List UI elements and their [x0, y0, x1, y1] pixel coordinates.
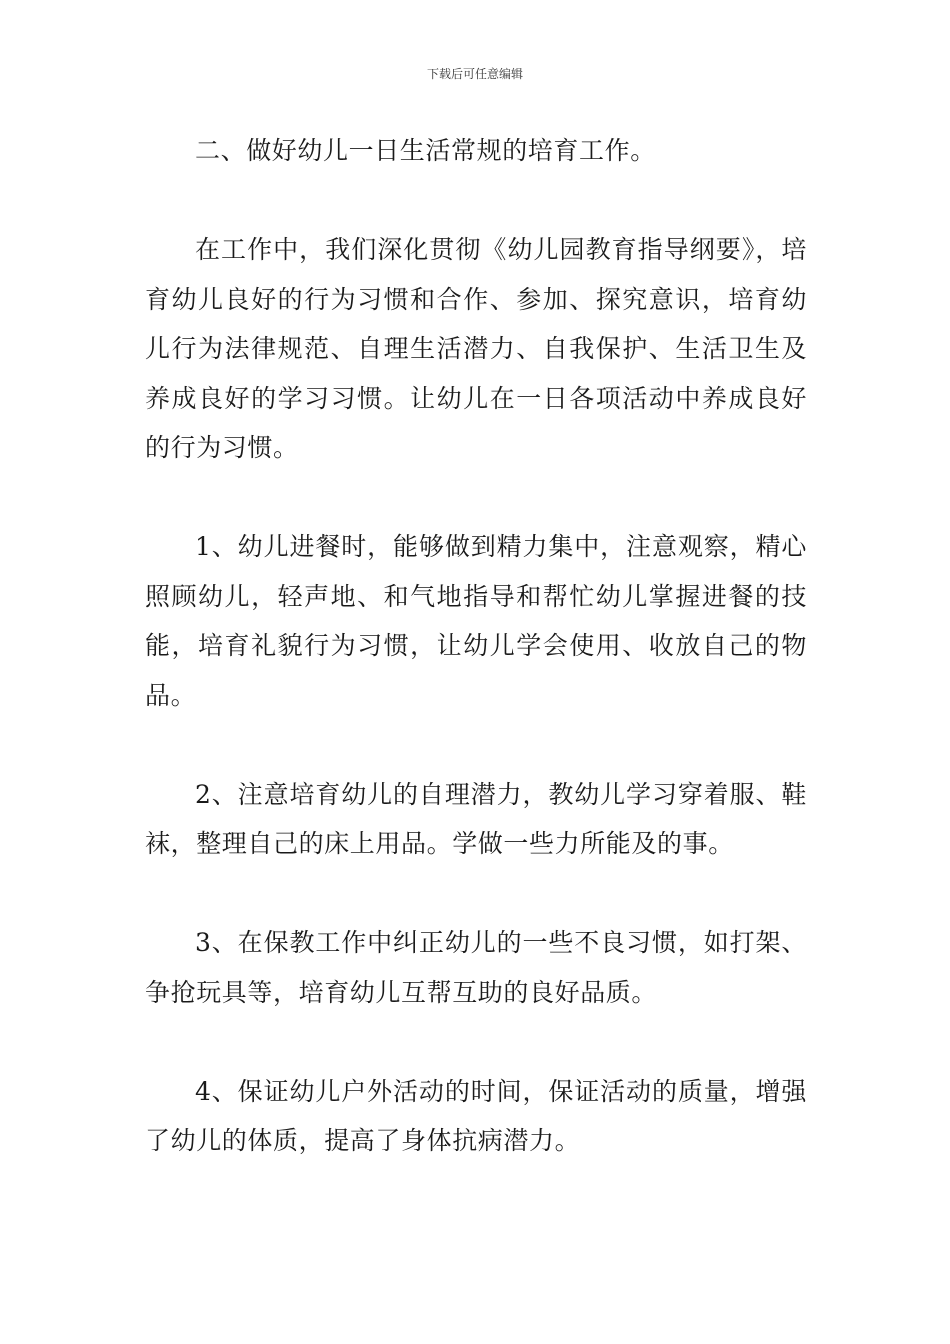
- paragraph-item-4: 4、保证幼儿户外活动的时间，保证活动的质量，增强了幼儿的体质，提高了身体抗病潜力。: [145, 1076, 807, 1155]
- paragraph-intro: 在工作中，我们深化贯彻《幼儿园教育指导纲要》，培育幼儿良好的行为习惯和合作、参加、探究意识，培育幼儿行为法律规范、自理生活潜力、自我保护、生活卫生及养成良好的学习习惯。让幼儿在一日各项活动中养成良好的行为习惯。: [145, 235, 807, 462]
- paragraph-spacer: [145, 1017, 807, 1067]
- paragraph-item-3: 3、在保教工作中纠正幼儿的一些不良习惯，如打架、争抢玩具等，培育幼儿互帮互助的良好品质。: [145, 928, 807, 1007]
- paragraph-item-1: 1、幼儿进餐时，能够做到精力集中，注意观察，精心照顾幼儿，轻声地、和气地指导和帮忙幼儿掌握进餐的技能，培育礼貌行为习惯，让幼儿学会使用、收放自己的物品。: [145, 532, 807, 710]
- page-header-note: 下载后可任意编辑: [426, 67, 523, 81]
- paragraph-spacer: [145, 720, 807, 770]
- paragraph-spacer: [145, 176, 807, 226]
- document-body: [145, 126, 807, 1166]
- paragraph-spacer: [145, 869, 807, 919]
- paragraph-item-2: 2、注意培育幼儿的自理潜力，教幼儿学习穿着服、鞋袜，整理自己的床上用品。学做一些力所能及的事。: [145, 779, 807, 858]
- paragraph-spacer: [145, 473, 807, 523]
- section-heading: 二、做好幼儿一日生活常规的培育工作。: [195, 136, 656, 165]
